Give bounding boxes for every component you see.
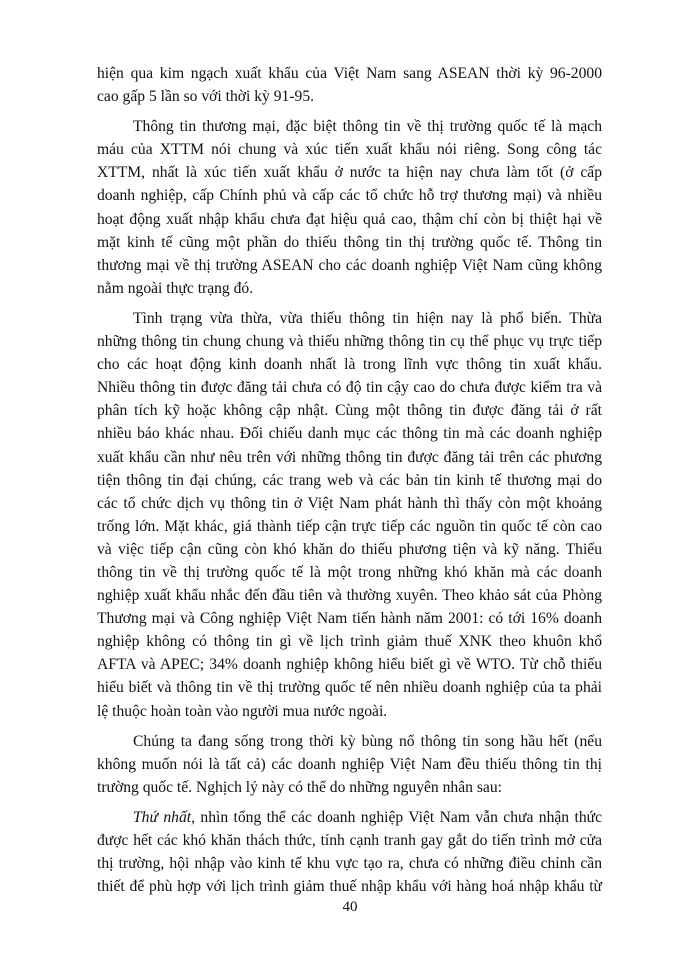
text-line: doanh nghiệp, cấp Chính phủ và cấp các tổ chức hỗ trợ thương mại) và nhiều xyxy=(97,187,602,205)
text-line: trống lớn. Mặt khác, giá thành tiếp cận trực tiếp các nguồn tin quốc tế còn cao xyxy=(97,517,602,535)
text-line: cao gấp 5 lần so với thời kỳ 91-95. xyxy=(97,88,315,106)
text-line: và việc tiếp cận cũng còn khó khăn do thiếu phương tiện và kỹ năng. Thiếu xyxy=(97,540,602,558)
paragraph xyxy=(97,115,602,300)
text-line: các tổ chức dịch vụ thông tin ở Việt Nam phát hành thì thấy còn một khoảng xyxy=(97,494,602,512)
text-line: AFTA và APEC; 34% doanh nghiệp không hiểu biết gì về WTO. Từ chỗ thiếu xyxy=(97,656,602,674)
text-line: nghiệp không có thông tin gì về lịch trình giảm thuế XNK theo khuôn khổ xyxy=(97,633,602,651)
text-line: nằm ngoài thực trạng đó. xyxy=(97,279,254,297)
text-line: thông tin về thị trường quốc tế là một trong những khó khăn mà các doanh xyxy=(97,563,602,581)
text-line: thiết để phù hợp với lịch trình giảm thuế nhập khẩu với hàng hoá nhập khẩu từ xyxy=(97,878,602,896)
text-line: phân tích kỹ hoặc không cập nhật. Cùng một thông tin được đăng tải ở rất xyxy=(97,402,602,420)
text-line: Thương mại và Công nghiệp Việt Nam tiến hành năm 2001: có tới 16% doanh xyxy=(97,610,602,628)
text-line: nhiều báo khác nhau. Đối chiếu danh mục các thông tin mà các doanh nghiệp xyxy=(97,425,602,443)
text-line: máu của XTTM nói chung và xúc tiến xuất khẩu nói riêng. Song công tác xyxy=(97,141,602,159)
text-line: cho các hoạt động kinh doanh nhất là trong lĩnh vực thông tin xuất khẩu. xyxy=(97,356,602,374)
text-line: trường quốc tế. Nghịch lý này có thể do những nguyên nhân sau: xyxy=(97,778,502,796)
text-line: hiện qua kim ngạch xuất khẩu của Việt Nam sang ASEAN thời kỳ 96-2000 xyxy=(97,65,602,82)
text-line: hiểu biết và thông tin về thị trường quốc tế nên nhiều doanh nghiệp của ta phải xyxy=(97,679,602,697)
text-line: Nhiều thông tin được đăng tải chưa có độ tin cậy cao do chưa được kiểm tra và xyxy=(97,379,602,397)
text-line: nghiệp xuất khẩu nhắc đến đầu tiên và thường xuyên. Theo khảo sát của Phòng xyxy=(97,587,602,605)
text-line: lệ thuộc hoàn toàn vào người mua nước ngoài. xyxy=(97,702,388,720)
text-line: tiện thông tin đại chúng, các trang web và các bản tin kinh tế thương mại do xyxy=(97,471,602,489)
paragraph xyxy=(97,730,602,799)
text-line: xuất khẩu cần như nêu trên với những thông tin được đăng tải trên các phương xyxy=(97,448,602,466)
document-body xyxy=(97,62,602,898)
paragraph xyxy=(97,806,602,898)
text-line xyxy=(97,806,602,829)
text-line: hoạt động xuất nhập khẩu chưa đạt hiệu quả cao, thậm chí còn bị thiệt hại về xyxy=(97,210,602,228)
text-line: mặt kinh tế cũng một phần do thiếu thông tin thị trường quốc tế. Thông tin xyxy=(97,233,602,251)
text-line: Thông tin thương mại, đặc biệt thông tin về thị trường quốc tế là mạch xyxy=(133,118,602,136)
italic-lead: Thứ nhất, xyxy=(133,808,195,826)
text-line: những thông tin chung chung và thiếu những thông tin cụ thể phục vụ trực tiếp xyxy=(97,333,602,351)
text-line: không muốn nói là tất cả) các doanh nghiệp Việt Nam đều thiếu thông tin thị xyxy=(97,755,602,773)
paragraph xyxy=(97,62,602,108)
text-line: được hết các khó khăn thách thức, tính cạnh tranh gay gắt do tiến trình mở cửa xyxy=(97,832,602,849)
paragraph xyxy=(97,307,602,723)
text-run: nhìn tổng thể các doanh nghiệp Việt Nam vẫn chưa nhận thức xyxy=(195,808,602,826)
text-line: XTTM, nhất là xúc tiến xuất khẩu ở nước ta hiện nay chưa làm tốt (ở cấp xyxy=(97,164,602,182)
text-line: thương mại về thị trường ASEAN cho các doanh nghiệp Việt Nam cũng không xyxy=(97,256,602,274)
text-line: thị trường, hội nhập vào kinh tế khu vực tạo ra, chưa có những điều chỉnh cần xyxy=(97,855,602,873)
text-line: Chúng ta đang sống trong thời kỳ bùng nổ thông tin song hầu hết (nếu xyxy=(133,732,602,750)
page-number: 40 xyxy=(342,899,358,915)
text-line: Tình trạng vừa thừa, vừa thiếu thông tin hiện nay là phổ biến. Thừa xyxy=(133,309,602,327)
